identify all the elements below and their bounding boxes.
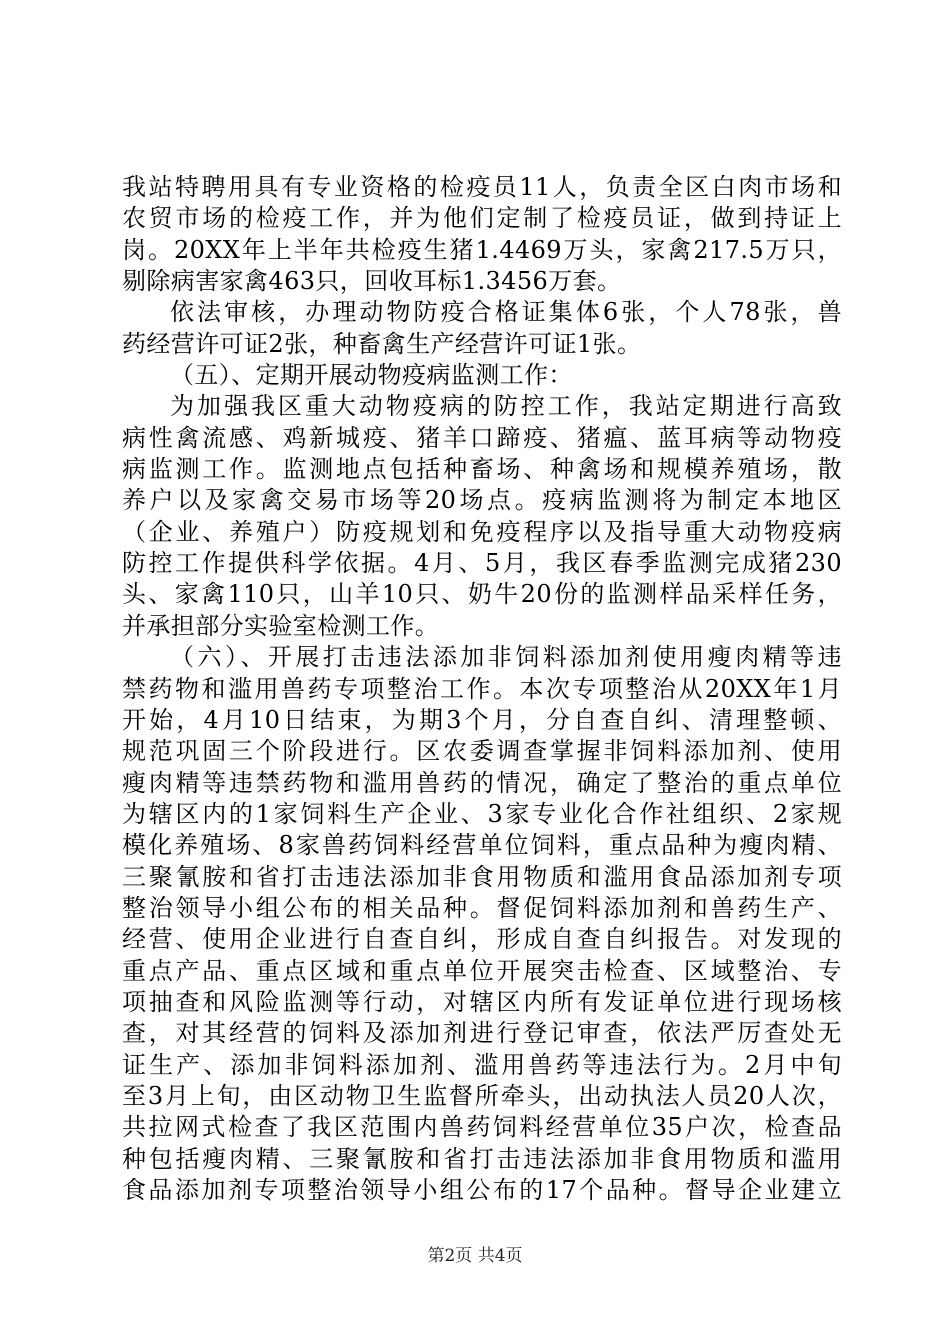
text-line: 瘦肉精等违禁药物和滥用兽药的情况，确定了整治的重点单位	[122, 768, 842, 797]
text-line: 药经营许可证2张，种畜禽生产经营许可证1张。	[122, 329, 642, 358]
text-line: 查，对其经营的饲料及添加剂进行登记审查，依法严厉查处无	[122, 1019, 842, 1048]
text-line: 病性禽流感、鸡新城疫、猪羊口蹄疫、猪瘟、蓝耳病等动物疫	[122, 423, 842, 452]
page-footer: 第2页 共4页	[427, 1246, 523, 1266]
text-line: 种包括瘦肉精、三聚氰胺和省打击违法添加非食用物质和滥用	[122, 1144, 842, 1173]
text-line: 食品添加剂专项整治领导小组公布的17个品种。督导企业建立	[122, 1176, 842, 1204]
text-line: 项抽查和风险监测等行动，对辖区内所有发证单位进行现场核	[122, 987, 842, 1016]
text-line: （六）、开展打击违法添加非饲料添加剂使用瘦肉精等违	[170, 643, 842, 672]
text-line: 重点产品、重点区域和重点单位开展突击检查、区域整治、专	[122, 956, 842, 985]
document-body	[122, 172, 842, 1206]
text-line: 至3月上旬，由区动物卫生监督所牵头，出动执法人员20人次，	[122, 1081, 842, 1110]
text-line: 剔除病害家禽463只，回收耳标1.3456万套。	[122, 267, 622, 296]
text-line: 为辖区内的1家饲料生产企业、3家专业化合作社组织、2家规	[122, 799, 842, 828]
text-line: （企业、养殖户）防疫规划和免疫程序以及指导重大动物疫病	[122, 517, 842, 546]
text-line: 禁药物和滥用兽药专项整治工作。本次专项整治从20XX年1月	[122, 674, 842, 703]
text-line: 开始，4月10日结束，为期3个月，分自查自纠、清理整顿、	[122, 705, 842, 734]
text-line: 经营、使用企业进行自查自纠，形成自查自纠报告。对发现的	[122, 925, 842, 954]
text-line: 规范巩固三个阶段进行。区农委调查掌握非饲料添加剂、使用	[122, 737, 842, 766]
text-line: 头、家禽110只，山羊10只、奶牛20份的监测样品采样任务，	[122, 580, 842, 609]
text-line: 证生产、添加非饲料添加剂、滥用兽药等违法行为。2月中旬	[122, 1050, 842, 1079]
text-line: 病监测工作。监测地点包括种畜场、种禽场和规模养殖场，散	[122, 455, 842, 484]
text-line: 我站特聘用具有专业资格的检疫员11人，负责全区白肉市场和	[122, 173, 842, 201]
text-line: 三聚氰胺和省打击违法添加非食用物质和滥用食品添加剂专项	[122, 862, 842, 891]
text-line: （五）、定期开展动物疫病监测工作：	[170, 361, 573, 390]
text-line: 共拉网式检查了我区范围内兽药饲料经营单位35户次，检查品	[122, 1113, 842, 1142]
text-line: 为加强我区重大动物疫病的防控工作，我站定期进行高致	[170, 392, 842, 421]
text-line: 模化养殖场、8家兽药饲料经营单位饲料，重点品种为瘦肉精、	[122, 831, 842, 860]
text-line: 养户以及家禽交易市场等20场点。疫病监测将为制定本地区	[122, 486, 842, 515]
text-line: 农贸市场的检疫工作，并为他们定制了检疫员证，做到持证上	[122, 204, 842, 233]
text-line: 整治领导小组公布的相关品种。督促饲料添加剂和兽药生产、	[122, 893, 842, 922]
text-line: 防控工作提供科学依据。4月、5月，我区春季监测完成猪230	[122, 549, 842, 578]
text-line: 并承担部分实验室检测工作。	[122, 611, 440, 640]
text-line: 岗。20XX年上半年共检疫生猪1.4469万头，家禽217.5万只，	[122, 235, 842, 264]
text-line: 依法审核，办理动物防疫合格证集体6张，个人78张，兽	[170, 298, 842, 327]
